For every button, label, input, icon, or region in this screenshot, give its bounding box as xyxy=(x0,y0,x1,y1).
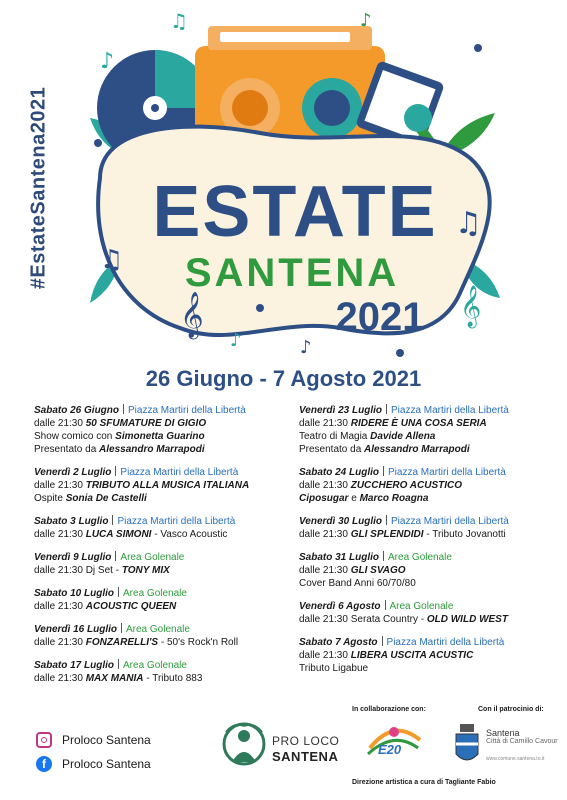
separator xyxy=(383,551,384,561)
music-note-icon: ♪ xyxy=(300,337,312,358)
social-links xyxy=(36,728,151,776)
event-venue: Piazza Martiri della Libertà xyxy=(117,516,236,527)
event-venue: Piazza Martiri della Libertà xyxy=(390,405,509,416)
event-item xyxy=(34,466,296,505)
music-note-icon: ♫ xyxy=(170,9,188,33)
event-text: dalle 21:30 xyxy=(299,650,351,661)
event-highlight: Davide Allena xyxy=(370,431,436,442)
event-item xyxy=(34,623,296,649)
e20-text: E20 xyxy=(378,742,402,757)
event-venue: Piazza Martiri della Libertà xyxy=(386,637,505,648)
proloco-line1: PRO LOCO xyxy=(272,734,340,748)
instagram-link[interactable] xyxy=(36,728,151,752)
event-highlight: RIDERE È UNA COSA SERIA xyxy=(350,418,487,429)
event-highlight: Alessandro Marrapodi xyxy=(99,444,205,455)
event-line xyxy=(299,479,561,492)
hero-subtitle: SANTENA xyxy=(184,251,400,295)
music-note-icon: ♪ xyxy=(230,330,242,351)
event-highlight: Marco Roagna xyxy=(359,493,429,504)
event-item xyxy=(299,404,561,456)
event-line xyxy=(34,564,296,577)
event-date: Venerdì 2 Luglio xyxy=(34,467,112,478)
event-text: Presentato da xyxy=(34,444,100,455)
event-text: dalle 21:30 xyxy=(299,418,351,429)
event-date: Venerdì 23 Luglio xyxy=(299,405,382,416)
event-item xyxy=(34,551,296,577)
instagram-label: Proloco Santena xyxy=(62,733,151,747)
event-line xyxy=(299,443,561,456)
hero-year: 2021 xyxy=(335,295,425,339)
event-highlight: MAX MANIA xyxy=(85,673,144,684)
event-line xyxy=(34,672,296,685)
event-item xyxy=(299,515,561,541)
event-date: Sabato 7 Agosto xyxy=(299,637,378,648)
event-text: e xyxy=(348,493,360,504)
event-date: Sabato 31 Luglio xyxy=(299,552,380,563)
separator xyxy=(386,515,387,525)
event-highlight: ZUCCHERO ACUSTICO xyxy=(350,480,463,491)
event-text: Teatro di Magia xyxy=(299,431,371,442)
event-line xyxy=(34,417,296,430)
hero-illustration xyxy=(60,8,520,368)
event-header xyxy=(34,551,296,564)
event-venue: Area Golenale xyxy=(123,588,187,599)
event-text: Tributo Ligabue xyxy=(299,663,369,674)
event-venue: Area Golenale xyxy=(120,552,185,563)
event-text: - Vasco Acoustic xyxy=(151,529,228,540)
facebook-link[interactable] xyxy=(36,752,151,776)
event-header xyxy=(299,404,561,417)
event-line xyxy=(299,417,561,430)
event-header xyxy=(299,636,561,649)
event-header xyxy=(34,623,296,636)
music-note-icon: ♪ xyxy=(360,10,372,31)
separator xyxy=(121,623,122,633)
event-highlight: Simonetta Guarino xyxy=(115,431,205,442)
separator xyxy=(118,587,119,597)
event-line xyxy=(34,636,296,649)
event-line xyxy=(299,613,561,626)
santena-url: www.comune.santena.to.it xyxy=(486,756,545,762)
event-highlight: ACOUSTIC QUEEN xyxy=(85,601,177,612)
event-line xyxy=(299,430,561,443)
collab-label: In collaborazione con: xyxy=(352,706,426,713)
event-date: Venerdì 9 Luglio xyxy=(34,552,112,563)
proloco-line2: SANTENA xyxy=(272,749,339,764)
santena-name: Santena xyxy=(486,728,520,738)
event-text: Presentato da xyxy=(299,444,365,455)
treble-clef-icon: 𝄞 xyxy=(460,286,482,327)
event-venue: Piazza Martiri della Libertà xyxy=(128,405,246,416)
event-item xyxy=(34,587,296,613)
event-highlight: OLD WILD WEST xyxy=(426,614,508,625)
coat-of-arms-icon xyxy=(452,720,482,770)
event-header xyxy=(34,515,296,528)
event-line xyxy=(34,430,296,443)
event-venue: Piazza Martiri della Libertà xyxy=(388,467,506,478)
event-line xyxy=(299,528,561,541)
music-note-icon: ♪ xyxy=(100,49,115,74)
event-highlight: TRIBUTO ALLA MUSICA ITALIANA xyxy=(85,480,250,491)
event-line xyxy=(34,528,296,541)
separator xyxy=(383,466,384,476)
hashtag-vertical xyxy=(28,48,50,328)
event-text: dalle 21:30 xyxy=(299,529,351,540)
hashtag-text: #EstateSantena2021 xyxy=(27,86,50,290)
event-venue: Piazza Martiri della Libertà xyxy=(120,467,239,478)
event-venue: Area Golenale xyxy=(123,660,187,671)
event-highlight: LUCA SIMONI xyxy=(85,529,152,540)
event-text: Cover Band Anni 60/70/80 xyxy=(299,578,416,589)
event-line xyxy=(34,600,296,613)
event-text: dalle 21:30 xyxy=(299,480,351,491)
event-item xyxy=(299,636,561,675)
event-text: Ospite xyxy=(34,493,66,504)
hero-title: ESTATE xyxy=(152,172,438,252)
events-right-column xyxy=(299,404,561,675)
separator xyxy=(115,466,116,476)
event-item xyxy=(299,466,561,505)
event-header xyxy=(34,587,296,600)
event-text: - 50's Rock'n Roll xyxy=(158,637,239,648)
artistic-direction: Direzione artistica a cura di Tagliante Fabio xyxy=(352,779,496,786)
event-venue: Area Golenale xyxy=(125,624,190,635)
music-note-icon: ♫ xyxy=(100,245,124,275)
event-line xyxy=(299,492,561,505)
event-line xyxy=(34,479,296,492)
proloco-logo xyxy=(222,718,352,772)
event-highlight: GLI SVAGO xyxy=(350,565,406,576)
event-text: dalle 21:30 xyxy=(34,529,86,540)
event-text: dalle 21:30 xyxy=(34,601,86,612)
event-line xyxy=(299,662,561,675)
event-header xyxy=(299,515,561,528)
event-text: dalle 21:30 Dj Set - xyxy=(34,565,122,576)
e20-logo xyxy=(364,720,424,766)
event-venue: Piazza Martiri della Libertà xyxy=(390,516,509,527)
event-header xyxy=(34,466,296,479)
event-venue: Area Golenale xyxy=(389,601,454,612)
event-date: Sabato 24 Luglio xyxy=(299,467,380,478)
event-text: dalle 21:30 xyxy=(34,637,86,648)
separator xyxy=(118,659,119,669)
patronage-label: Con il patrocinio di: xyxy=(478,706,544,713)
event-text: dalle 21:30 xyxy=(34,480,86,491)
event-line xyxy=(299,577,561,590)
event-highlight: GLI SPLENDIDI xyxy=(350,529,424,540)
event-highlight: LIBERA USCITA ACUSTIC xyxy=(350,650,474,661)
event-text: dalle 21:30 xyxy=(34,418,86,429)
event-item xyxy=(299,600,561,626)
separator xyxy=(382,636,383,646)
event-highlight: TONY MIX xyxy=(121,565,170,576)
events-left-column xyxy=(34,404,296,685)
event-text: - Tributo Jovanotti xyxy=(423,529,506,540)
event-date: Venerdì 6 Agosto xyxy=(299,601,381,612)
event-date: Sabato 10 Luglio xyxy=(34,588,115,599)
event-line xyxy=(34,492,296,505)
event-line xyxy=(299,564,561,577)
event-date: Sabato 3 Luglio xyxy=(34,516,109,527)
event-header xyxy=(299,600,561,613)
event-item xyxy=(34,404,296,456)
treble-clef-icon: 𝄞 xyxy=(180,292,204,338)
event-header xyxy=(34,404,296,417)
event-date: Venerdì 16 Luglio xyxy=(34,624,117,635)
event-highlight: FONZARELLI'S xyxy=(85,637,159,648)
event-text: dalle 21:30 xyxy=(299,565,351,576)
event-highlight: Alessandro Marrapodi xyxy=(364,444,470,455)
separator xyxy=(385,600,386,610)
event-highlight: Ciposugar xyxy=(299,493,349,504)
separator xyxy=(123,404,124,414)
event-header xyxy=(299,466,561,479)
event-date: Sabato 17 Luglio xyxy=(34,660,115,671)
proloco-emblem-icon xyxy=(222,718,266,770)
event-item xyxy=(34,515,296,541)
date-range-title: 26 Giugno - 7 Agosto 2021 xyxy=(145,366,422,391)
santena-comune-logo xyxy=(452,720,562,776)
event-line xyxy=(299,649,561,662)
facebook-label: Proloco Santena xyxy=(62,757,151,771)
separator xyxy=(115,551,116,561)
event-highlight: 50 SFUMATURE DI GIGIO xyxy=(85,418,207,429)
event-text: Show comico con xyxy=(34,431,116,442)
santena-subtitle: Città di Camillo Cavour xyxy=(486,738,558,745)
event-venue: Area Golenale xyxy=(388,552,452,563)
event-item xyxy=(299,551,561,590)
event-header xyxy=(34,659,296,672)
facebook-icon: f xyxy=(36,756,52,772)
separator xyxy=(386,404,387,414)
event-highlight: Sonia De Castelli xyxy=(65,493,147,504)
event-text: dalle 21:30 xyxy=(34,673,86,684)
event-date: Venerdì 30 Luglio xyxy=(299,516,382,527)
event-header xyxy=(299,551,561,564)
music-note-icon: ♫ xyxy=(455,206,482,241)
event-date: Sabato 26 Giugno xyxy=(34,405,120,416)
event-text: - Tributo 883 xyxy=(143,673,203,684)
instagram-icon xyxy=(36,732,52,748)
event-item xyxy=(34,659,296,685)
event-line xyxy=(34,443,296,456)
event-text: dalle 21:30 Serata Country - xyxy=(299,614,427,625)
separator xyxy=(112,515,113,525)
